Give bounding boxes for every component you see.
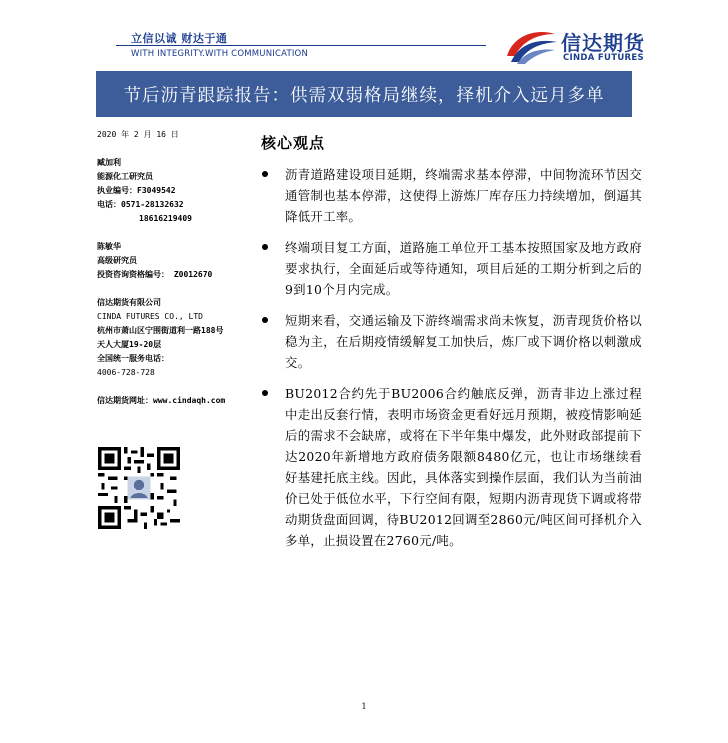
bullet-text: 短期来看，交通运输及下游终端需求尚未恢复，沥青现货价格以稳为主，在后期疫情缓解复工加快后，炼厂或下调价格以刺激成交。 bbox=[285, 313, 642, 370]
analyst-name: 臧加利 bbox=[97, 158, 121, 167]
slogan-english: WITH INTEGRITY.WITH COMMUNICATION bbox=[131, 49, 309, 59]
analyst2-name: 陈敏华 bbox=[97, 242, 121, 251]
analyst-role: 能源化工研究员 bbox=[97, 172, 153, 181]
company-name-cn: 信达期货有限公司 bbox=[97, 298, 161, 307]
bullet-icon bbox=[262, 171, 268, 177]
analyst-license: 执业编号：F3049542 bbox=[97, 186, 176, 195]
logo-text-chinese: 信达期货 bbox=[561, 31, 645, 55]
logo-text-english: CINDA FUTURES bbox=[563, 53, 644, 63]
bullet-icon bbox=[262, 390, 268, 396]
qr-code-icon bbox=[98, 447, 180, 529]
slogan-chinese: 立信以诚 财达于通 bbox=[131, 32, 228, 45]
analyst2-license: 投资咨询资格编号： Z0012670 bbox=[97, 270, 213, 279]
bullet-text: 沥青道路建设项目延期，终端需求基本停滞，中间物流环节因交通管制也基本停滞，这使得上游炼厂库存压力持续增加，倒逼其降低开工率。 bbox=[285, 167, 642, 224]
analyst2-role: 高级研究员 bbox=[97, 256, 137, 265]
list-item bbox=[262, 164, 642, 227]
header-divider bbox=[116, 45, 486, 46]
logo-swoosh-icon bbox=[505, 26, 559, 66]
sidebar-info bbox=[97, 128, 252, 408]
bullet-text: 终端项目复工方面，道路施工单位开工基本按照国家及地方政府要求执行，全面延后或等待通知，项目后延的工期分析到之后的9到10个月内完成。 bbox=[285, 240, 642, 297]
report-date: 2020 年 2 月 16 日 bbox=[97, 130, 179, 139]
analyst-mobile: 18616219409 bbox=[139, 214, 192, 223]
list-item bbox=[262, 383, 642, 551]
bullet-icon bbox=[262, 317, 268, 323]
company-logo bbox=[505, 26, 655, 66]
bullet-icon bbox=[262, 244, 268, 250]
list-item bbox=[262, 310, 642, 373]
company-address: 杭州市萧山区宁围街道利一路188号 bbox=[97, 326, 224, 335]
company-name-en: CINDA FUTURES CO., LTD bbox=[97, 312, 203, 321]
list-item bbox=[262, 237, 642, 300]
hotline-number: 4006-728-728 bbox=[97, 368, 155, 377]
page-number: 1 bbox=[361, 702, 367, 711]
analyst-phone: 电话：0571-28132632 bbox=[97, 200, 184, 209]
company-website: 信达期货网址：www.cindaqh.com bbox=[97, 396, 226, 405]
report-title: 节后沥青跟踪报告：供需双弱格局继续，择机介入远月多单 bbox=[123, 85, 605, 106]
report-title-banner bbox=[96, 71, 632, 117]
bullet-text: BU2012合约先于BU2006合约触底反弹，沥青非边上涨过程中走出反套行情，表明市场资金更看好远月预期，被疫情影响延后的需求不会缺席，或将在下半年集中爆发，此外财政部提前下达2020年新增地方政府债务限额8480亿元，也让市场继续看好基建托底主线。因此，具体落实到操作层面，我们认为当前油价已处于低位水平，下行空间有限，短期内沥青现货下调或将带动期货盘面回调，待BU2012回调至2860元/吨区间可择机介入多单，止损设置在2760元/吨。 bbox=[285, 386, 642, 548]
company-address-2: 天人大厦19-20层 bbox=[97, 340, 162, 349]
section-title: 核心观点 bbox=[261, 134, 326, 152]
key-points-list bbox=[262, 164, 642, 561]
hotline-label: 全国统一服务电话： bbox=[97, 354, 169, 363]
